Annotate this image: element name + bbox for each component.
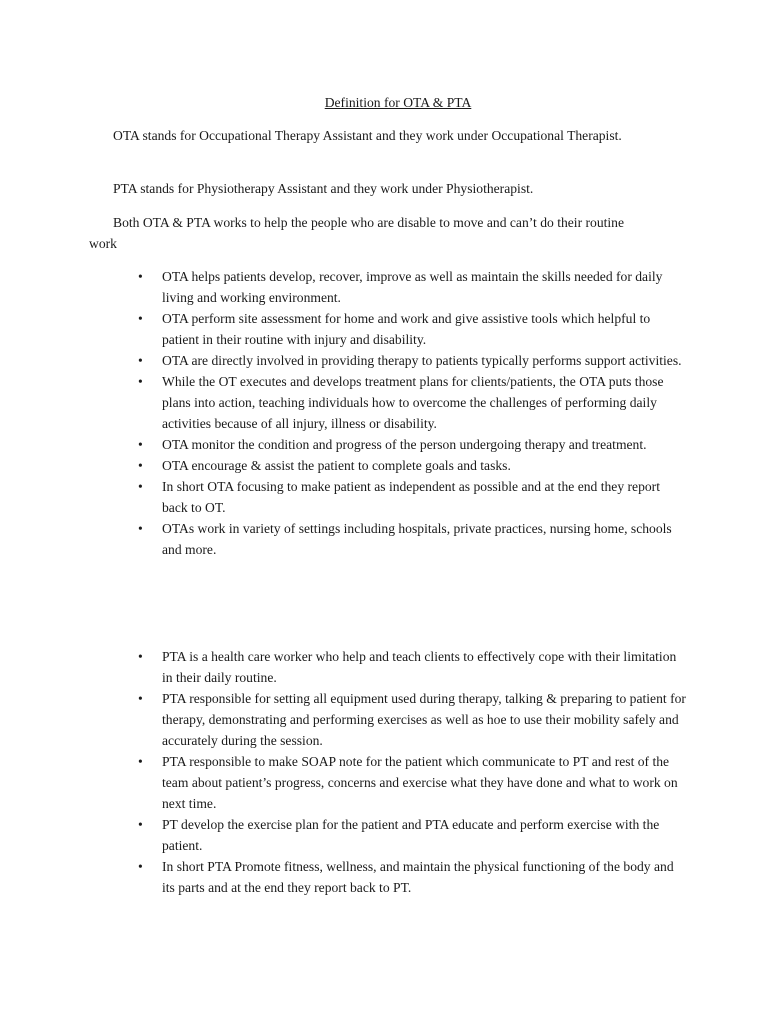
list-item: • PTA is a health care worker who help and teach clients to effectively cope with their limitation in their daily routine. [162, 646, 686, 688]
paragraph-pta-definition: PTA stands for Physiotherapy Assistant and they work under Physiotherapist. [113, 181, 534, 196]
list-item: • OTA helps patients develop, recover, improve as well as maintain the skills needed for daily living and working environment. [162, 266, 686, 308]
list-item: • OTA perform site assessment for home and work and give assistive tools which helpful to patient in their routine with injury and disability. [162, 308, 686, 350]
list-item: • In short OTA focusing to make patient as independent as possible and at the end they report back to OT. [162, 476, 686, 518]
list-item: • In short PTA Promote fitness, wellness, and maintain the physical functioning of the body and its parts and at the end they report back to PT. [162, 856, 686, 898]
list-item: • PTA responsible for setting all equipment used during therapy, talking & preparing to patient for therapy, demonstrating and performing exercises as well as hoe to use their mobility safely and accurately during the session. [162, 688, 686, 751]
paragraph-both-purpose: Both OTA & PTA works to help the people who are disable to move and can’t do their routine work [89, 215, 625, 251]
pta-bullet-list [162, 646, 686, 898]
list-item: • OTAs work in variety of settings including hospitals, private practices, nursing home, schools and more. [162, 518, 686, 560]
document-title: Definition for OTA & PTA [324, 95, 472, 110]
list-item: • PTA responsible to make SOAP note for the patient which communicate to PT and rest of the team about patient’s progress, concerns and exercise what they have done and what to work on next time. [162, 751, 686, 814]
list-item: • OTA are directly involved in providing therapy to patients typically performs support activities. [162, 350, 686, 371]
paragraph-ota-definition: OTA stands for Occupational Therapy Assistant and they work under Occupational Therapist. [113, 128, 622, 143]
ota-bullet-list [162, 266, 686, 560]
list-item: • OTA monitor the condition and progress of the person undergoing therapy and treatment. [162, 434, 686, 455]
list-item: • While the OT executes and develops treatment plans for clients/patients, the OTA puts those plans into action, teaching individuals how to overcome the challenges of performing daily activities because of all injury, illness or disability. [162, 371, 686, 434]
list-item: • PT develop the exercise plan for the patient and PTA educate and perform exercise with the patient. [162, 814, 686, 856]
list-item: • OTA encourage & assist the patient to complete goals and tasks. [162, 455, 686, 476]
